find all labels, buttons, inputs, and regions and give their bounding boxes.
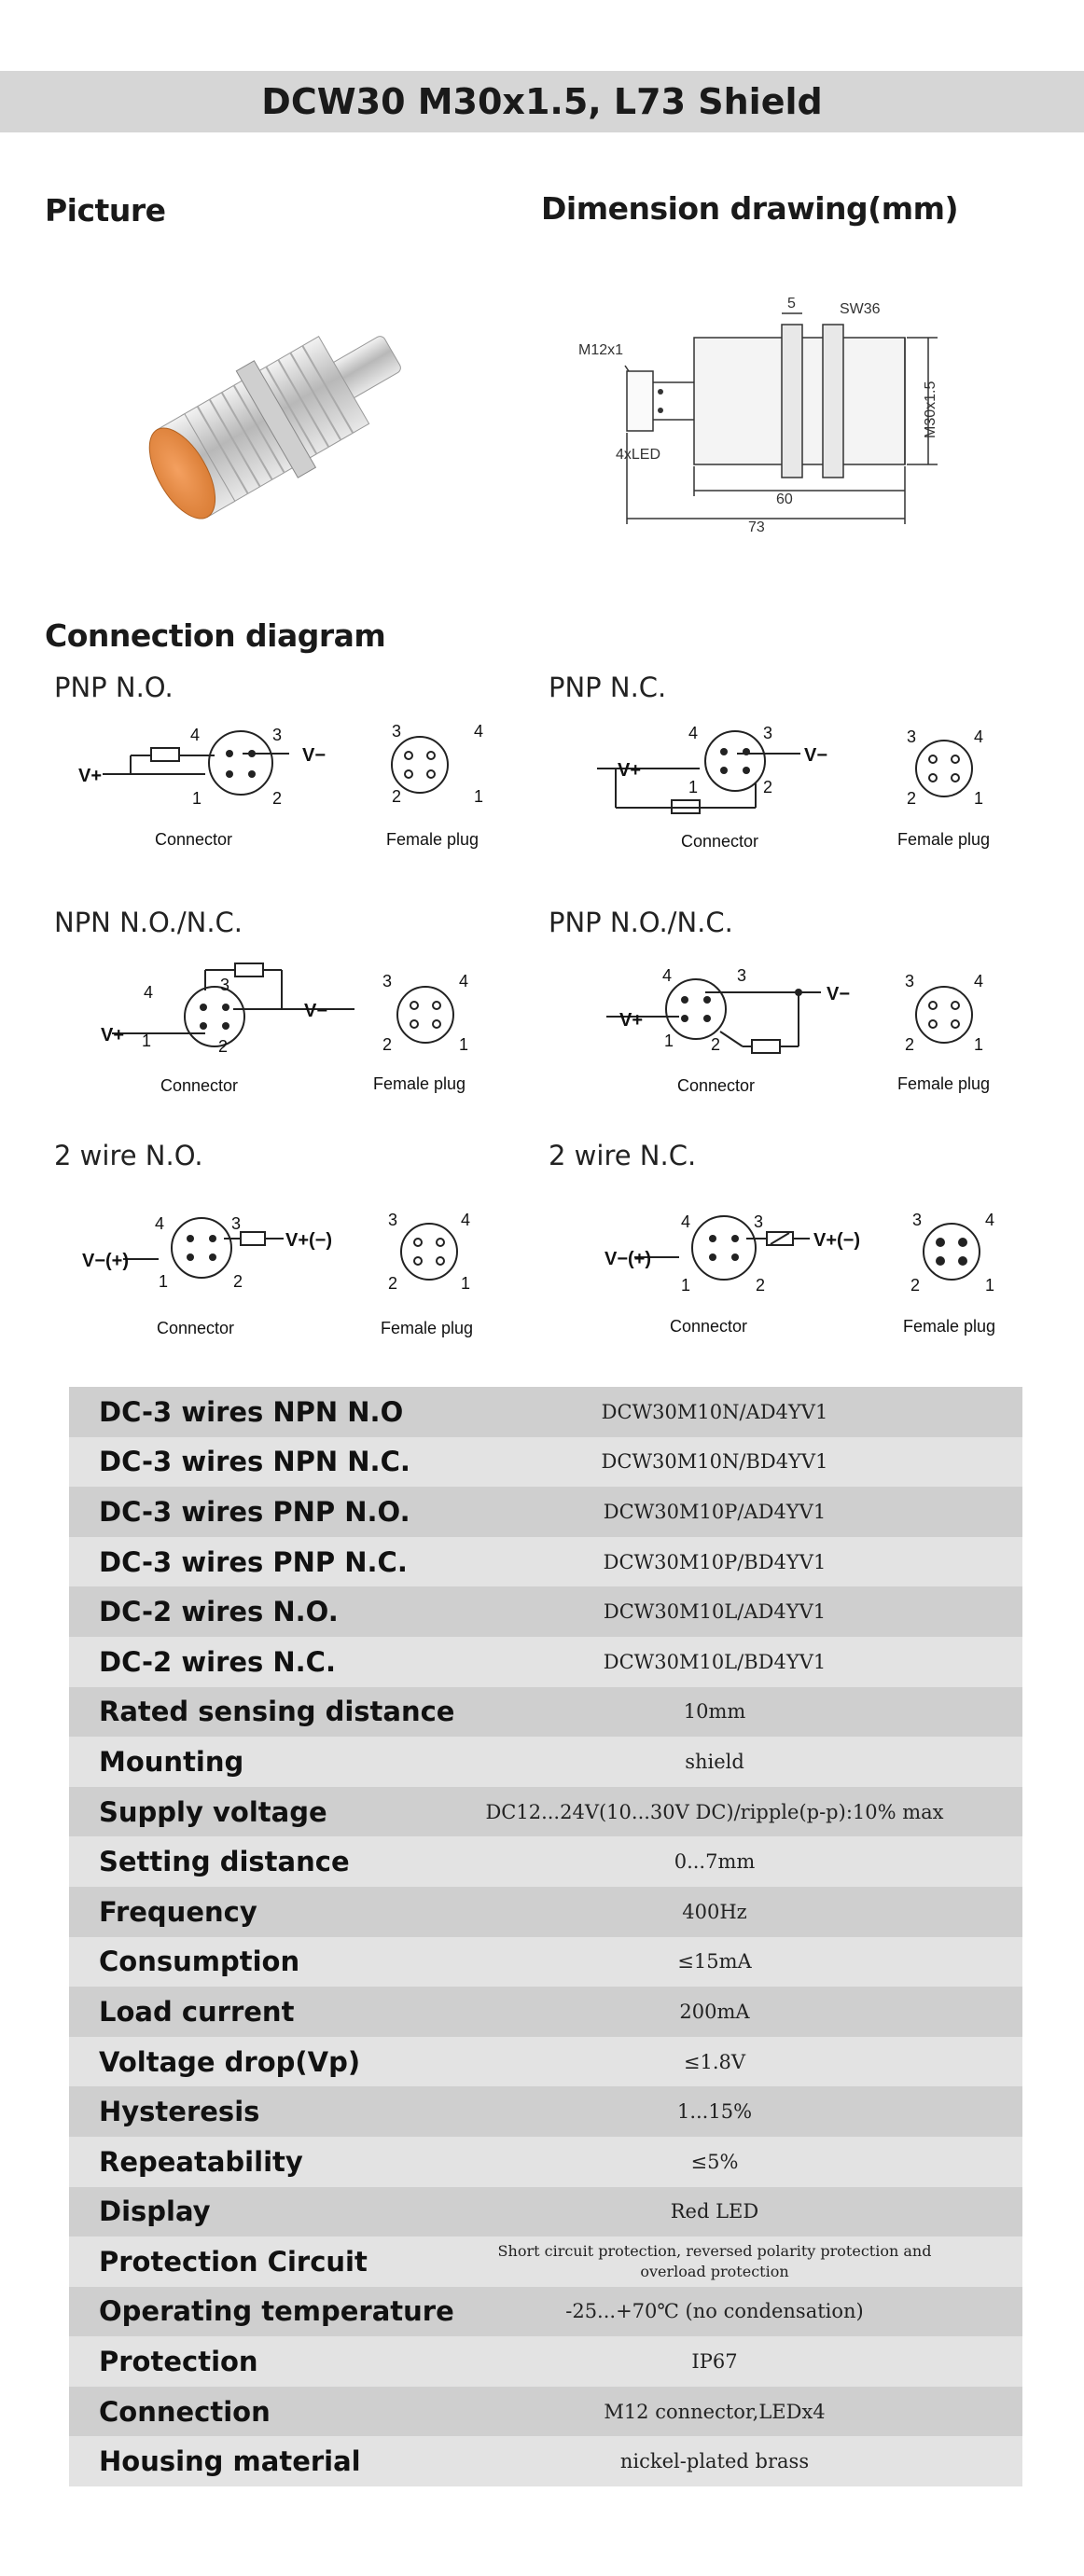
pin-1-label: 1 xyxy=(159,1272,169,1291)
spec-value: 1...15% xyxy=(676,2100,753,2124)
spec-row xyxy=(69,1687,1022,1738)
connector-caption: Connector xyxy=(677,1076,756,1095)
spec-name: Operating temperature xyxy=(99,2295,454,2328)
female-plug-caption: Female plug xyxy=(373,1074,466,1093)
vplus-label: V+ xyxy=(619,1010,644,1031)
spec-row xyxy=(69,1787,1022,1837)
vminus-label: V− xyxy=(304,1001,328,1021)
spec-row xyxy=(69,1887,1022,1937)
spec-value: DCW30M10N/BD4YV1 xyxy=(601,1450,828,1474)
pin-2-label: 2 xyxy=(272,789,283,808)
spec-row xyxy=(69,2287,1022,2337)
wiring-diagram-2wire-no xyxy=(65,1194,513,1343)
female-plug-caption: Female plug xyxy=(903,1317,996,1336)
connector-caption: Connector xyxy=(681,832,759,851)
pin-3-label: 3 xyxy=(231,1214,242,1233)
plug-pin-3-label: 3 xyxy=(388,1211,398,1229)
pin-3-label: 3 xyxy=(737,966,747,985)
diagram-label-pnp-nonc: PNP N.O./N.C. xyxy=(549,907,733,938)
spec-name: DC-3 wires NPN N.O xyxy=(99,1395,404,1428)
spec-name: DC-3 wires NPN N.C. xyxy=(99,1446,410,1478)
pin-3-label: 3 xyxy=(272,726,283,744)
spec-value: 400Hz xyxy=(682,1900,747,1923)
pin-3-label: 3 xyxy=(754,1212,764,1231)
spec-row xyxy=(69,2086,1022,2137)
spec-value: nickel-plated brass xyxy=(619,2450,810,2473)
plug-pin-3-label: 3 xyxy=(392,722,402,741)
spec-row xyxy=(69,2387,1022,2437)
dim-thread-label: M30x1.5 xyxy=(923,381,938,438)
plug-pin-4-label: 4 xyxy=(461,1211,471,1229)
female-plug-caption: Female plug xyxy=(381,1319,474,1337)
spec-name: DC-2 wires N.O. xyxy=(99,1596,339,1628)
diagram-label-pnp-nc: PNP N.C. xyxy=(549,672,667,703)
spec-value: ≤5% xyxy=(690,2150,739,2173)
spec-row xyxy=(69,1987,1022,2037)
dimension-heading: Dimension drawing(mm) xyxy=(541,190,959,227)
plug-pin-1-label: 1 xyxy=(974,789,984,808)
wiring-diagram-npn-nonc xyxy=(65,942,513,1101)
spec-name: Protection Circuit xyxy=(99,2245,368,2278)
plug-pin-3-label: 3 xyxy=(382,972,393,990)
dim-sw-label: SW36 xyxy=(840,301,881,317)
plug-pin-1-label: 1 xyxy=(461,1274,471,1293)
spec-value: 200mA xyxy=(679,2000,750,2023)
spec-value: IP67 xyxy=(691,2350,738,2374)
female-plug-caption: Female plug xyxy=(386,830,479,849)
diagram-label-2wire-nc: 2 wire N.C. xyxy=(549,1140,697,1171)
plug-pin-4-label: 4 xyxy=(974,972,984,990)
pin-4-label: 4 xyxy=(190,726,201,744)
pin-4-label: 4 xyxy=(662,966,673,985)
plug-pin-2-label: 2 xyxy=(388,1274,398,1293)
plug-pin-2-label: 2 xyxy=(907,789,917,808)
plug-pin-3-label: 3 xyxy=(905,972,915,990)
spec-name: Display xyxy=(99,2195,211,2228)
plug-pin-2-label: 2 xyxy=(910,1276,921,1295)
dim-m12-label: M12x1 xyxy=(578,342,624,358)
spec-name: DC-2 wires N.C. xyxy=(99,1645,336,1678)
spec-name: Mounting xyxy=(99,1745,244,1778)
spec-row xyxy=(69,2436,1022,2486)
plug-pin-4-label: 4 xyxy=(474,722,484,741)
spec-name: Frequency xyxy=(99,1895,257,1928)
wiring-diagram-pnp-no xyxy=(65,709,513,858)
vplus-label: V+ xyxy=(618,760,642,781)
pin-4-label: 4 xyxy=(144,983,154,1002)
vminus-label: V− xyxy=(827,984,851,1004)
plug-pin-2-label: 2 xyxy=(905,1035,915,1054)
dim-nut-label: 5 xyxy=(787,296,796,312)
spec-row xyxy=(69,1586,1022,1637)
spec-value: DCW30M10N/AD4YV1 xyxy=(601,1400,828,1423)
page-title: DCW30 M30x1.5, L73 Shield xyxy=(0,71,1084,132)
v2minus-label: V−(+) xyxy=(82,1251,130,1271)
vminus-label: V− xyxy=(302,745,327,766)
spec-value: DCW30M10L/AD4YV1 xyxy=(603,1600,827,1624)
spec-name: DC-3 wires PNP N.C. xyxy=(99,1545,408,1578)
female-plug-caption: Female plug xyxy=(897,830,991,849)
connector-caption: Connector xyxy=(155,830,233,849)
pin-2-label: 2 xyxy=(763,778,773,796)
spec-table xyxy=(69,1387,1022,2486)
plug-pin-2-label: 2 xyxy=(392,787,402,806)
spec-row xyxy=(69,1537,1022,1587)
pin-4-label: 4 xyxy=(681,1212,691,1231)
connector-caption: Connector xyxy=(670,1317,748,1336)
plug-pin-1-label: 1 xyxy=(985,1276,995,1295)
spec-name: DC-3 wires PNP N.O. xyxy=(99,1495,410,1528)
spec-row xyxy=(69,1637,1022,1687)
spec-value: DC12...24V(10...30V DC)/ripple(p-p):10% max xyxy=(485,1800,944,1823)
spec-value: ≤15mA xyxy=(677,1950,752,1974)
picture-heading: Picture xyxy=(45,192,166,229)
plug-pin-1-label: 1 xyxy=(459,1035,469,1054)
plug-pin-3-label: 3 xyxy=(907,727,917,746)
pin-3-label: 3 xyxy=(220,976,230,994)
diagram-label-pnp-no: PNP N.O. xyxy=(54,672,174,703)
pin-2-label: 2 xyxy=(711,1035,721,1054)
plug-pin-2-label: 2 xyxy=(382,1035,393,1054)
connector-caption: Connector xyxy=(157,1319,235,1337)
female-plug-caption: Female plug xyxy=(897,1074,991,1093)
dim-60-label: 60 xyxy=(776,492,793,507)
pin-4-label: 4 xyxy=(688,724,699,742)
pin-2-label: 2 xyxy=(233,1272,243,1291)
plug-pin-1-label: 1 xyxy=(474,787,484,806)
spec-name: Load current xyxy=(99,1995,295,2028)
spec-name: Supply voltage xyxy=(99,1795,327,1828)
spec-row xyxy=(69,2137,1022,2187)
spec-row xyxy=(69,1737,1022,1787)
plug-pin-4-label: 4 xyxy=(985,1211,995,1229)
spec-value: M12 connector,LEDx4 xyxy=(604,2400,826,2423)
spec-value: 10mm xyxy=(683,1700,746,1724)
pin-1-label: 1 xyxy=(688,778,699,796)
spec-value: -25...+70℃ (no condensation) xyxy=(565,2300,864,2323)
wiring-diagram-2wire-nc xyxy=(560,1194,1008,1343)
plug-pin-4-label: 4 xyxy=(459,972,469,990)
spec-value: Red LED xyxy=(670,2200,759,2223)
spec-name: Housing material xyxy=(99,2445,361,2478)
pin-3-label: 3 xyxy=(763,724,773,742)
spec-value: 0...7mm xyxy=(674,1850,756,1874)
plug-pin-4-label: 4 xyxy=(974,727,984,746)
spec-name: Rated sensing distance xyxy=(99,1696,455,1728)
dimension-drawing xyxy=(560,280,970,550)
sensor-product-picture xyxy=(112,280,438,560)
spec-name: Setting distance xyxy=(99,1846,350,1878)
vplus-label: V+ xyxy=(78,766,103,786)
plug-pin-1-label: 1 xyxy=(974,1035,984,1054)
spec-row xyxy=(69,2187,1022,2237)
diagram-label-2wire-no: 2 wire N.O. xyxy=(54,1140,203,1171)
spec-value: ≤1.8V xyxy=(683,2050,746,2073)
spec-value: DCW30M10L/BD4YV1 xyxy=(603,1650,827,1673)
pin-1-label: 1 xyxy=(192,789,202,808)
spec-name: Repeatability xyxy=(99,2145,303,2178)
spec-row xyxy=(69,2336,1022,2387)
spec-name: Consumption xyxy=(99,1946,300,1978)
v2plus-label: V+(−) xyxy=(285,1230,333,1251)
plug-pin-3-label: 3 xyxy=(912,1211,923,1229)
spec-value: DCW30M10P/AD4YV1 xyxy=(603,1500,827,1523)
pin-4-label: 4 xyxy=(155,1214,165,1233)
vminus-label: V− xyxy=(804,745,828,766)
connector-caption: Connector xyxy=(160,1076,239,1095)
spec-row xyxy=(69,1487,1022,1537)
spec-name: Hysteresis xyxy=(99,2096,260,2128)
spec-row xyxy=(69,2237,1022,2287)
spec-value: DCW30M10P/BD4YV1 xyxy=(603,1550,827,1573)
spec-row xyxy=(69,2037,1022,2087)
spec-row xyxy=(69,1937,1022,1987)
pin-2-label: 2 xyxy=(756,1276,766,1295)
connection-heading: Connection diagram xyxy=(45,617,386,654)
wiring-diagram-pnp-nc xyxy=(560,709,1008,858)
pin-1-label: 1 xyxy=(664,1032,674,1050)
v2minus-label: V−(+) xyxy=(605,1249,652,1269)
spec-row xyxy=(69,1437,1022,1488)
pin-2-label: 2 xyxy=(218,1037,229,1056)
vplus-label: V+ xyxy=(101,1025,125,1046)
pin-1-label: 1 xyxy=(142,1032,152,1050)
pin-1-label: 1 xyxy=(681,1276,691,1295)
spec-value: shield xyxy=(685,1750,744,1773)
v2plus-label: V+(−) xyxy=(813,1230,861,1251)
dim-led-label: 4xLED xyxy=(616,447,661,463)
spec-row xyxy=(69,1836,1022,1887)
dim-73-label: 73 xyxy=(748,519,765,535)
spec-name: Connection xyxy=(99,2395,271,2428)
wiring-diagram-pnp-nonc xyxy=(560,942,1008,1101)
spec-name: Voltage drop(Vp) xyxy=(99,2045,361,2078)
spec-row xyxy=(69,1387,1022,1437)
diagram-label-npn-nonc: NPN N.O./N.C. xyxy=(54,907,243,938)
spec-value: Short circuit protection, reversed polarity protection and overload protection xyxy=(497,2241,932,2280)
spec-name: Protection xyxy=(99,2346,258,2378)
